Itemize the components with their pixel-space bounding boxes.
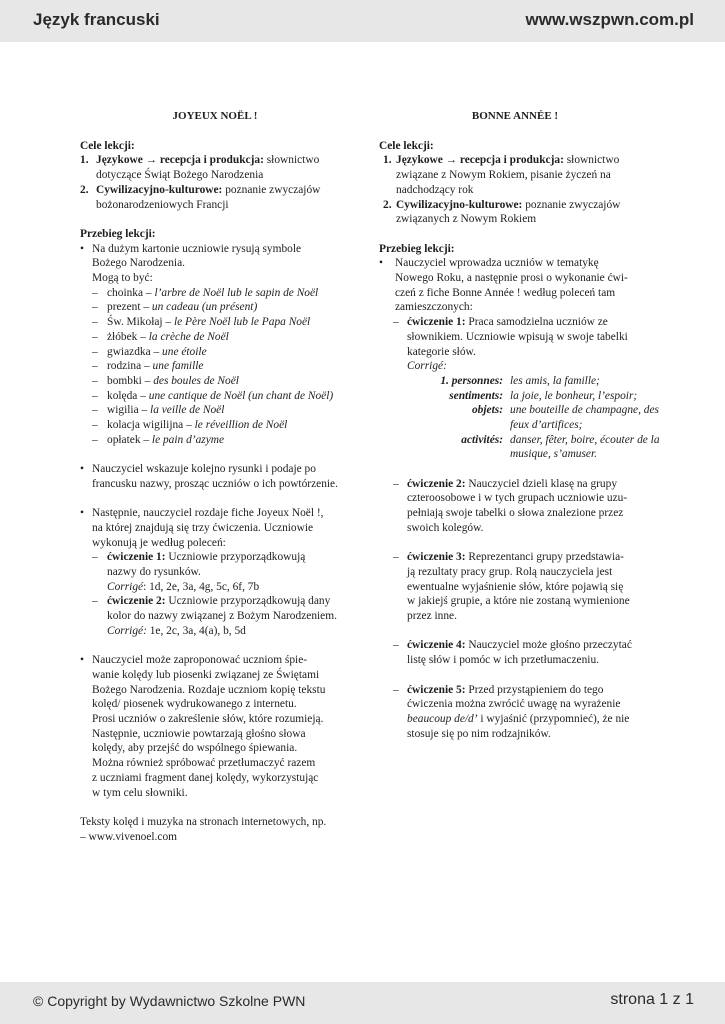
text-line: w tym celu słowniki. [92,786,188,799]
right-title: BONNE ANNÉE ! [471,110,559,122]
table-key: activités: [461,433,503,446]
left-step-3: • Następnie, nauczyciel rozdaje fiche Joyeux Noël !, na której znajdują się trzy ćwiczenia. Uczniowie wykonują je według poleceń: [80,507,324,549]
table-value: une bouteille de champagne, des [510,404,659,417]
text-line: z uczniami fragment danej kolędy, wykorzystując [92,771,319,784]
page-number: strona 1 z 1 [610,991,694,1008]
dash-icon: – [92,404,98,417]
table-key: sentiments: [449,389,503,402]
text-line [407,638,651,653]
table-key: objets: [471,404,503,417]
dash-icon: – [92,360,98,373]
vocab-polish: bombki – [107,374,154,387]
text-line [407,506,651,521]
text-line [407,550,651,565]
right-exercise-2 [379,477,651,536]
table-value: la joie, le bonheur, l’espoir; [510,389,638,402]
exercise-text: pełniają swoje tabelki o słowa znalezione przez [407,507,624,520]
exercise-text: przez inne. [407,610,457,623]
text-line [407,594,651,609]
left-links-note: Teksty kolęd i muzyka na stronach internetowych, np. [80,815,327,828]
table-key: 1. personnes: [440,374,503,387]
table-row [407,418,651,433]
dash-icon: – [92,595,98,608]
left-step-4 [80,653,350,800]
bullet-icon: • [80,463,84,476]
right-goals-heading: Cele lekcji: [379,139,434,152]
exercise-label: ćwiczenie 4: [407,639,466,652]
vocab-item [80,300,350,315]
dash-icon: – [92,316,98,329]
dash-icon: – [393,683,399,696]
website-link[interactable]: www.wszpwn.com.pl [525,10,694,29]
right-step-1 [379,256,651,315]
vocab-item [80,315,350,330]
text-line [407,491,651,506]
dash-icon: – [92,330,98,343]
goal-number: 2. [383,198,392,211]
vocab-list [80,286,350,448]
exercise-text: w jakiejś grupie, a które nie zostaną wymienione [407,595,630,608]
table-value: feux d’artifices; [510,419,583,431]
table-row [407,374,651,389]
vocab-polish: opłatek – [107,433,152,446]
table-row [407,403,659,418]
exercise-text: Reprezentanci grupy przedstawia- [468,551,624,564]
right-goal-1: 1. Językowe → recepcja i produkcja: słownictwo związane z Nowym Rokiem, pisanie życzeń na nadchodzący rok [383,154,620,196]
vocab-french: un cadeau (un présent) [151,301,258,314]
dash-icon: – [92,551,98,564]
bullet-icon: • [379,257,383,270]
right-column [379,109,660,741]
vocab-polish: żłóbek – [107,330,149,343]
right-course-heading: Przebieg lekcji: [379,242,455,255]
dash-icon: – [92,433,98,446]
vocab-french: la veille de Noël [150,404,225,417]
text-line: Nauczyciel może zaproponować uczniom śpie- [92,654,308,667]
text-line: kolędy, aby przejść do wspólnego śpiewania. [92,742,298,755]
table-row [407,447,651,462]
left-course-heading: Przebieg lekcji: [80,227,156,240]
vocab-polish: wigilia – [107,404,151,417]
text-line: Bożego Narodzenia. Rozdaje uczniom kopię tekstu [92,683,326,696]
dash-icon: – [393,477,399,490]
vocab-item [80,418,350,433]
text-line: czeń z fiche Bonne Année ! według poleceń tam [395,286,616,299]
vocab-polish: kolęda – [107,389,149,402]
goal-number: 2. [80,183,89,196]
vocab-item [80,374,350,389]
subject-title: Język francuski [33,10,160,29]
vocab-item [80,433,350,448]
dash-icon: – [92,389,98,402]
text-line: wanie kolędy lub piosenki związanej ze Świętami [92,668,320,681]
right-exercise-5: – ćwiczenie 5: Przed przystąpieniem do tego ćwiczenia można zwrócić uwagę na wyrażenie beaucoup de/d’ i wyjaśnić (przypomnieć), że nie stosuje się po nim rodzajników. [393,683,630,740]
table-value: les amis, la famille; [510,374,600,387]
vocab-item [80,359,350,374]
text-line [407,653,651,668]
dash-icon: – [92,345,98,358]
left-step-1: • Na dużym kartonie uczniowie rysują symbole Bożego Narodzenia. Mogą to być: [80,242,302,285]
dash-icon: – [92,301,98,314]
vocab-polish: kolacja wigilijna – [107,419,195,432]
dash-icon: – [92,419,98,432]
exercise-text: listę słów i pomóc w ich przetłumaczeniu. [407,654,600,667]
left-column [80,109,350,844]
left-goals-heading: Cele lekcji: [80,139,135,152]
text-line [407,565,651,580]
vocab-polish: rodzina – [107,360,153,373]
left-goal-1: 1. Językowe → recepcja i produkcja: słownictwo dotyczące Świąt Bożego Narodzenia [80,154,320,182]
exercise-text: Nauczyciel dzieli klasę na grupy [468,477,618,490]
exercise-text: swoich kolegów. [407,521,484,534]
vocab-french: une étoile [162,345,207,358]
dash-icon: – [393,639,399,652]
text-line [407,580,651,595]
vocab-french: des boules de Noël [153,374,239,387]
dash-icon: – [393,551,399,564]
goal-number: 1. [80,154,89,167]
dash-icon: – [92,374,98,387]
table-row [407,389,651,404]
text-line: Nauczyciel wprowadza uczniów w tematykę [395,257,599,270]
copyright-text: © Copyright by Wydawnictwo Szkolne PWN [33,993,306,1009]
right-exercise-3 [379,550,651,624]
vocab-polish: prezent – [107,301,152,314]
left-exercise-2: – ćwiczenie 2: Uczniowie przyporządkowują dany kolor do nazwy związanej z Bożym Narodzeniem. Corrigé: 1e, 2c, 3a, 4(a), b, 5d [92,595,337,637]
vocab-french: le pain d’azyme [151,433,225,446]
right-exercise-1: – ćwiczenie 1: Praca samodzielna uczniów ze słownikiem. Uczniowie wpisują w swoje tabelki kategorie słów. Corrigé: [393,316,628,373]
left-exercise-1: – ćwiczenie 1: Uczniowie przyporządkowują nazwy do rysunków. Corrigé: 1d, 2e, 3a, 4g, 5c, 6f, 7b [92,551,306,593]
text-line: Następnie, uczniowie powtarzają głośno słowa [92,727,306,740]
table-value: danser, fêter, boire, écouter de la [510,433,660,446]
text-line: Można również spróbować przetłumaczyć razem [92,757,316,770]
right-goal-2: 2. Cywilizacyjno-kulturowe: poznanie zwyczajów związanych z Nowym Rokiem [383,198,621,226]
goal-number: 1. [383,154,392,167]
bullet-icon: • [80,507,84,520]
vocab-french: l’arbre de Noël lub le sapin de Noël [154,286,319,299]
text-line [407,521,651,536]
table-row [407,433,660,448]
bullet-icon: • [80,654,84,667]
vocab-item [80,286,350,301]
vivenoel-link[interactable]: www.vivenoel.com [88,830,178,843]
text-line [407,609,651,624]
exercise-label: ćwiczenie 3: [407,551,466,564]
vocab-french: une cantique de Noël (un chant de Noël) [148,389,334,402]
left-step-2: • Nauczyciel wskazuje kolejno rysunki i podaje po francusku nazwy, prosząc uczniów o ich powtórzenie. [80,463,338,490]
exercise-text: ewentualne wyjaśnienie słów, które pojawią się [407,580,624,593]
vocab-french: la crèche de Noël [148,330,229,343]
vocab-item [80,345,350,360]
exercise-text: ją rezultaty pracy grup. Rolą nauczyciela jest [407,565,613,578]
dash-icon: – [393,316,399,329]
vocab-french: le Père Noël lub le Papa Noël [173,316,311,329]
text-line: kolęd/ piosenek wydrukowanego z internetu. [92,698,297,711]
answer-table [379,374,660,462]
text-line: Prosi uczniów o zakreślenie słów, które rozumieją. [92,713,324,726]
text-line [407,477,651,492]
exercise-text: Nauczyciel może głośno przeczytać [468,639,632,652]
vocab-item [80,389,350,404]
vocab-polish: Św. Mikołaj – [107,316,174,329]
dash-icon: – [92,286,98,299]
text-line: Nowego Roku, a następnie prosi o wykonanie ćwi- [395,272,628,285]
vocab-french: une famille [152,360,204,373]
vocab-item [80,330,350,345]
left-title: JOYEUX NOËL ! [172,110,258,122]
page-footer [0,982,725,1024]
exercise-label: ćwiczenie 2: [407,477,466,490]
vocab-item [80,403,350,418]
exercise-text: czteroosobowe i w tych grupach uczniowie uzu- [407,492,628,505]
text-line: zamieszczonych: [395,301,473,314]
left-link-line: – www.vivenoel.com [80,830,178,843]
vocab-polish: choinka – [107,286,155,299]
vocab-french: le réveillion de Noël [194,419,288,432]
table-value: musique, s’amuser. [510,448,598,461]
right-exercise-4 [379,638,651,667]
page-header [0,0,725,42]
bullet-icon: • [80,242,84,255]
vocab-polish: gwiazdka – [107,345,163,358]
left-goal-2: 2. Cywilizacyjno-kulturowe: poznanie zwyczajów bożonarodzeniowych Francji [80,183,321,211]
